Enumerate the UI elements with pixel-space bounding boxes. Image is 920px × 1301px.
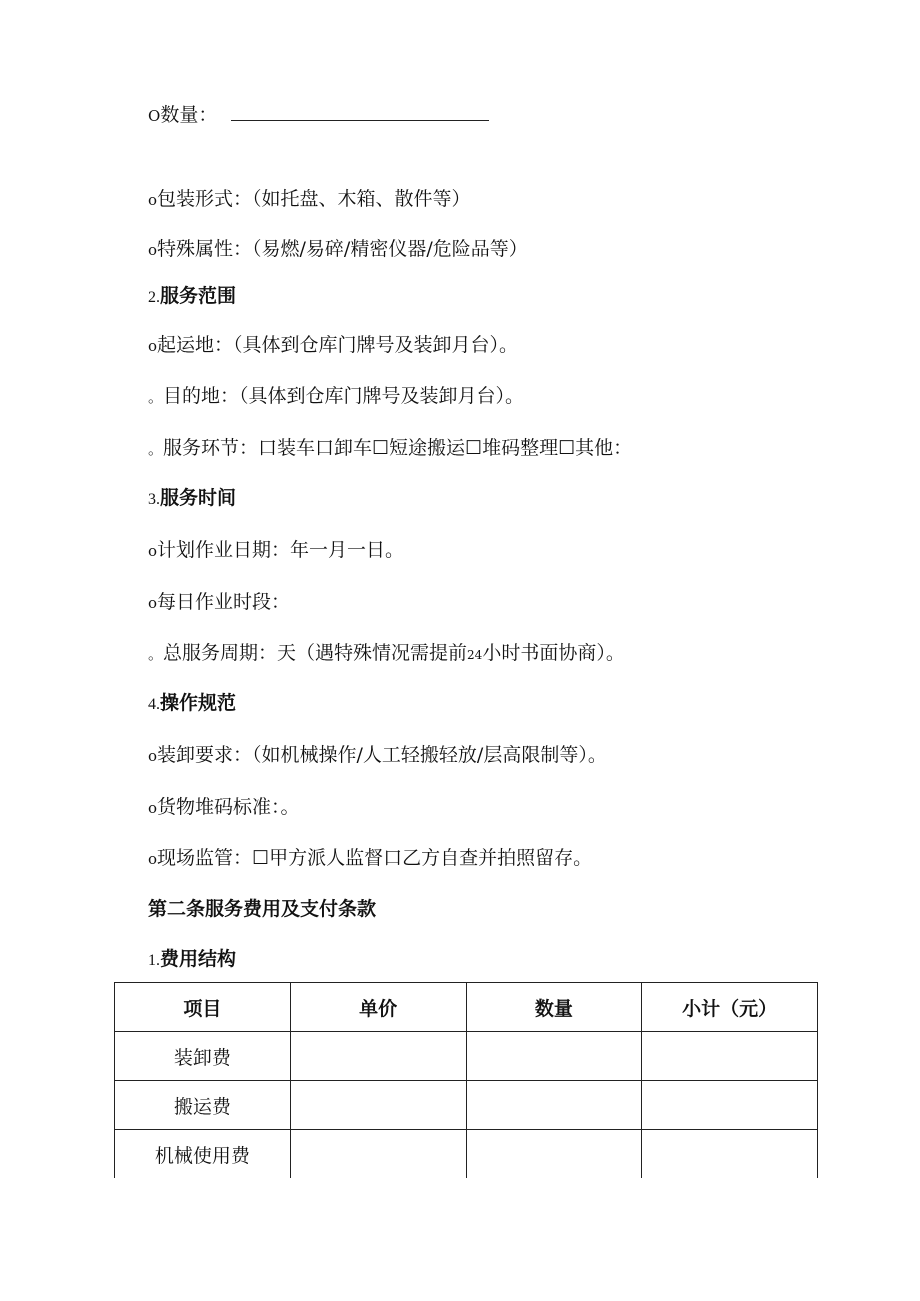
supervision-line bbox=[148, 845, 592, 872]
bullet-mark: o bbox=[148, 542, 158, 560]
row-label: 机械使用费 bbox=[115, 1130, 291, 1179]
bullet-mark: 。 bbox=[148, 645, 164, 663]
row-label: 装卸费 bbox=[115, 1032, 291, 1081]
table-row bbox=[115, 1032, 818, 1081]
origin-line bbox=[148, 332, 518, 359]
unit-price-cell[interactable] bbox=[290, 1032, 466, 1081]
table-header-row bbox=[115, 983, 818, 1032]
bullet-mark: o bbox=[148, 191, 158, 209]
subtotal-cell[interactable] bbox=[642, 1032, 818, 1081]
daily-hours-line bbox=[148, 589, 290, 616]
quantity-cell[interactable] bbox=[466, 1081, 642, 1130]
bullet-mark: 。 bbox=[148, 440, 164, 458]
section3-title: 服务时间 bbox=[160, 487, 237, 509]
header-subtotal: 小计（元） bbox=[642, 983, 818, 1032]
fee-structure-number: 1. bbox=[148, 952, 160, 969]
special-line bbox=[148, 236, 528, 263]
bullet-mark: o bbox=[148, 747, 158, 765]
unit-price-cell[interactable] bbox=[290, 1081, 466, 1130]
packaging-line bbox=[148, 186, 471, 213]
fee-table bbox=[114, 982, 818, 1178]
hours-number: 24 bbox=[467, 648, 483, 662]
daily-hours-text: 每日作业时段： bbox=[157, 591, 291, 613]
header-quantity: 数量 bbox=[466, 983, 642, 1032]
stacking-line bbox=[148, 794, 300, 821]
supervision-text: 现场监管：☐甲方派人监督口乙方自查并拍照留存。 bbox=[157, 847, 593, 869]
unit-price-cell[interactable] bbox=[290, 1130, 466, 1179]
quantity-cell[interactable] bbox=[466, 1130, 642, 1179]
section2-title: 服务范围 bbox=[160, 285, 237, 307]
destination-line bbox=[148, 383, 524, 410]
handling-text: 装卸要求：（如机械操作/人工轻搬轻放/层高限制等）。 bbox=[157, 744, 607, 766]
section4-heading bbox=[148, 690, 236, 718]
origin-text: 起运地：（具体到仓库门牌号及装卸月台）。 bbox=[157, 334, 519, 356]
special-text: 特殊属性：（易燃/易碎/精密仪器/危险品等） bbox=[157, 238, 528, 260]
plan-date-line bbox=[148, 537, 404, 564]
plan-date-text: 计划作业日期：年一月一日。 bbox=[157, 539, 405, 561]
bullet-mark: o bbox=[148, 799, 158, 817]
bullet-mark: o bbox=[148, 337, 158, 355]
table-row bbox=[115, 1130, 818, 1179]
section4-number: 4. bbox=[148, 696, 160, 713]
quantity-blank[interactable] bbox=[231, 104, 489, 121]
service-links-line bbox=[148, 435, 632, 462]
bullet-mark: O bbox=[148, 107, 161, 125]
article2-title: 第二条服务费用及支付条款 bbox=[148, 898, 377, 920]
bullet-mark: o bbox=[148, 594, 158, 612]
subtotal-cell[interactable] bbox=[642, 1081, 818, 1130]
bullet-mark: o bbox=[148, 850, 158, 868]
handling-line bbox=[148, 742, 607, 769]
total-period-text: 总服务周期：天（遇特殊情况需提前 bbox=[163, 642, 468, 664]
section2-number: 2. bbox=[148, 289, 160, 306]
table-row bbox=[115, 1081, 818, 1130]
header-unit-price: 单价 bbox=[290, 983, 466, 1032]
destination-text: 目的地：（具体到仓库门牌号及装卸月台）。 bbox=[163, 385, 525, 407]
packaging-text: 包装形式：（如托盘、木箱、散件等） bbox=[157, 188, 471, 210]
fee-structure-title: 费用结构 bbox=[160, 948, 237, 970]
total-period-line bbox=[148, 640, 625, 668]
bullet-mark: o bbox=[148, 241, 158, 259]
subtotal-cell[interactable] bbox=[642, 1130, 818, 1179]
stacking-text: 货物堆码标准：。 bbox=[157, 796, 300, 818]
service-links-text: 服务环节：口装车口卸车☐短途搬运☐堆码整理☐其他： bbox=[163, 437, 633, 459]
total-period-text-end: 小时书面协商）。 bbox=[482, 642, 625, 664]
bullet-mark: 。 bbox=[148, 388, 164, 406]
row-label: 搬运费 bbox=[115, 1081, 291, 1130]
quantity-line bbox=[148, 102, 489, 129]
section4-title: 操作规范 bbox=[160, 692, 237, 714]
quantity-cell[interactable] bbox=[466, 1032, 642, 1081]
section2-heading bbox=[148, 283, 236, 311]
fee-structure-heading bbox=[148, 946, 236, 974]
header-item: 项目 bbox=[115, 983, 291, 1032]
section3-number: 3. bbox=[148, 491, 160, 508]
quantity-label: 数量： bbox=[160, 104, 218, 126]
section3-heading bbox=[148, 485, 236, 513]
